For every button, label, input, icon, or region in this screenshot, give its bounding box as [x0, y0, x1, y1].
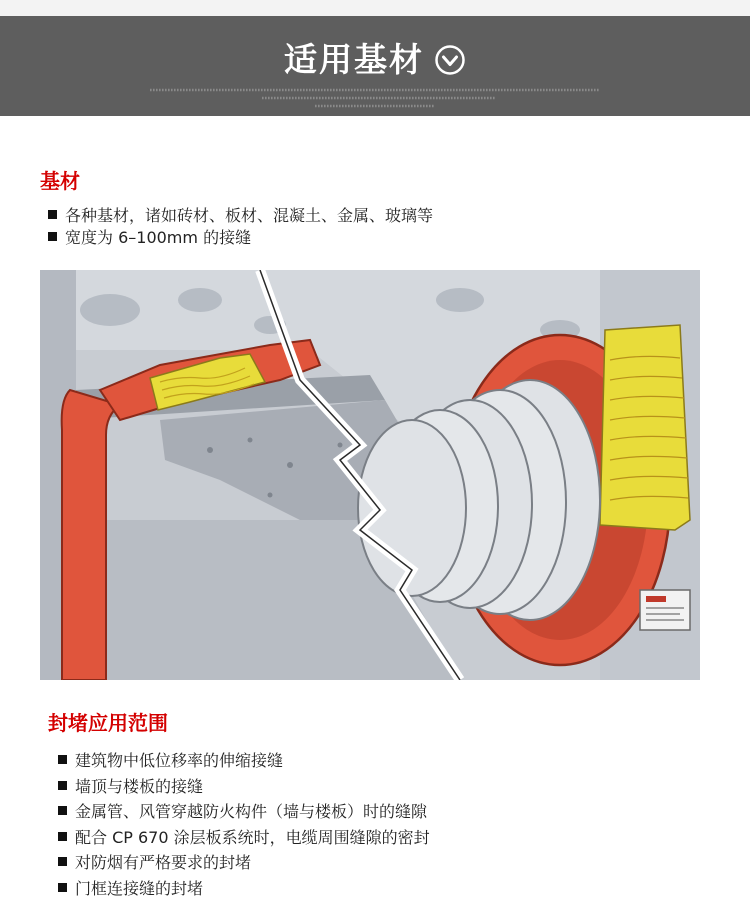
scope-heading: 封堵应用范围 [48, 711, 168, 735]
top-strip [0, 0, 750, 16]
joint-seal-illustration [40, 270, 700, 680]
substrate-heading: 基材 [40, 169, 80, 193]
bullet-square-icon [58, 806, 67, 815]
bullet-square-icon [58, 755, 67, 764]
list-item [58, 875, 430, 901]
list-item-text: 各种基材，诸如砖材、板材、混凝土、金属、玻璃等 [65, 205, 434, 225]
list-item [58, 798, 430, 824]
list-item [58, 747, 430, 773]
bullet-square-icon [48, 232, 57, 241]
list-item [48, 225, 433, 247]
list-item [48, 203, 433, 225]
section-banner [0, 16, 750, 116]
list-item-text: 建筑物中低位移率的伸缩接缝 [75, 751, 284, 771]
bullet-square-icon [58, 857, 67, 866]
bullet-square-icon [58, 832, 67, 841]
list-item [58, 773, 430, 799]
bullet-square-icon [58, 883, 67, 892]
bullet-square-icon [48, 210, 57, 219]
list-item-text: 金属管、风管穿越防火构件（墙与楼板）时的缝隙 [75, 802, 428, 822]
bullet-square-icon [58, 781, 67, 790]
chevron-down-circle-icon [434, 44, 466, 76]
list-item-text: 门框连接缝的封堵 [75, 878, 204, 898]
list-item [58, 849, 430, 875]
list-item-text: 墙顶与楼板的接缝 [75, 776, 204, 796]
scope-list [58, 747, 430, 900]
list-item-text: 宽度为 6–100mm 的接缝 [65, 227, 252, 247]
list-item [58, 824, 430, 850]
banner-title-row [0, 38, 750, 82]
list-item-text: 配合 CP 670 涂层板系统时，电缆周围缝隙的密封 [75, 827, 430, 847]
list-item-text: 对防烟有严格要求的封堵 [75, 853, 252, 873]
banner-title: 适用基材 [284, 40, 424, 79]
banner-decoration [150, 86, 600, 112]
substrate-list [48, 203, 433, 247]
